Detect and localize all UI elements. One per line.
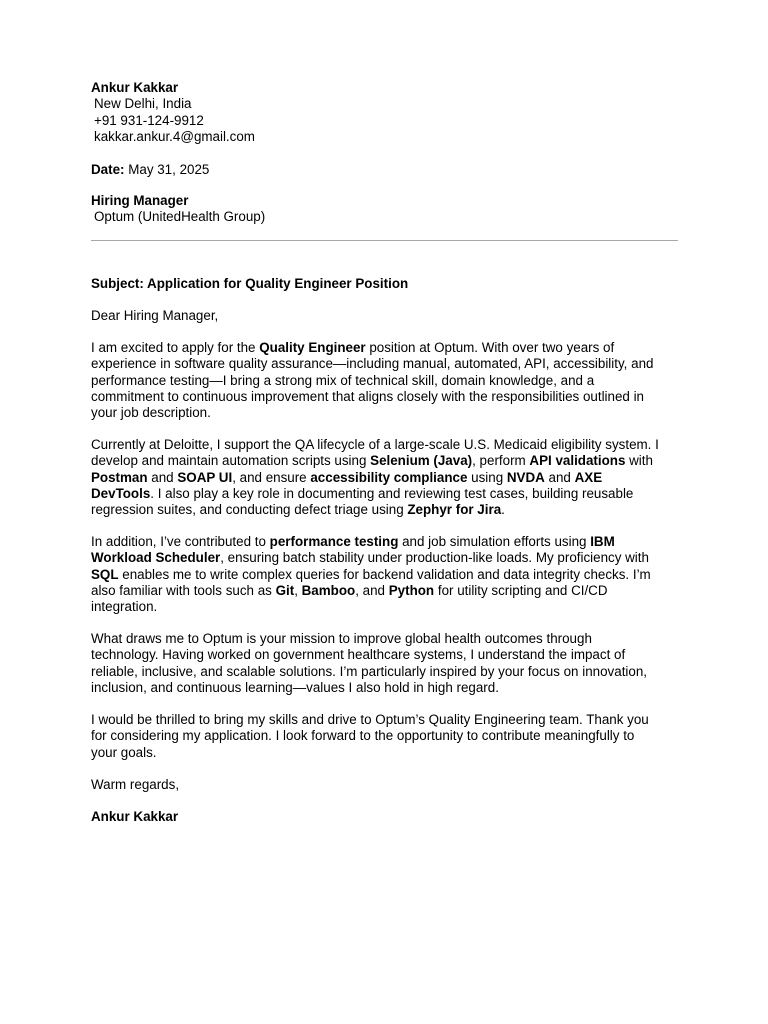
date-line — [91, 162, 681, 178]
p3-text: , — [294, 582, 302, 598]
salutation-text: Dear Hiring Manager, — [91, 308, 219, 323]
p2-skill: Selenium (Java) — [370, 453, 473, 469]
p3-skill: Bamboo — [301, 582, 356, 598]
p2-skill: NVDA — [506, 469, 545, 485]
signature — [91, 809, 681, 825]
p3-text: for utility scripting and CI/CD — [434, 582, 608, 598]
p2-text: Currently at Deloitte, I support the QA lifecycle of a large-scale U.S. Medicaid eligibility system. I — [91, 437, 659, 452]
p1-text: experience in software quality assurance—including manual, automated, API, accessibility, and — [91, 356, 654, 372]
p4-text: technology. Having worked on government healthcare systems, I understand the impact of — [91, 647, 626, 663]
p1-text: your job description. — [91, 405, 211, 421]
sender-location: New Delhi, India — [94, 96, 192, 112]
paragraph-4 — [91, 631, 681, 696]
p4-text: reliable, inclusive, and scalable solutions. I’m particularly inspired by your focus on innovation, — [91, 663, 647, 679]
p3-text: , ensuring batch stability under production-like loads. My proficiency with — [220, 550, 649, 566]
divider — [91, 240, 678, 241]
p2-text: using — [467, 469, 507, 485]
sender-block — [91, 80, 681, 145]
date-value: May 31, 2025 — [128, 162, 210, 177]
p5-text: for considering my application. I look forward to the opportunity to contribute meaningfully to — [91, 728, 635, 744]
date-label: Date: — [91, 162, 125, 177]
p5-text: your goals. — [91, 744, 157, 760]
p2-text: , and ensure — [232, 469, 311, 485]
p3-skill: Workload Scheduler — [91, 550, 221, 566]
closing — [91, 777, 681, 793]
p4-text: What draws me to Optum is your mission to improve global health outcomes through — [91, 631, 592, 646]
p3-text: , and — [355, 582, 389, 598]
p1-text: position at Optum. With over two years of — [365, 340, 615, 355]
p2-text: and — [147, 469, 178, 485]
p2-text: . I also play a key role in documenting and reviewing test cases, building reusable — [150, 485, 634, 501]
p2-text: , perform — [472, 453, 530, 469]
signature-name: Ankur Kakkar — [91, 809, 179, 824]
recipient-title: Hiring Manager — [91, 193, 189, 208]
p3-text: In addition, I’ve contributed to — [91, 534, 270, 549]
p3-skill: performance testing — [269, 534, 399, 549]
p2-skill: SOAP UI — [177, 469, 233, 485]
p1-text: performance testing—I bring a strong mix of technical skill, domain knowledge, and a — [91, 372, 595, 388]
recipient-company: Optum (UnitedHealth Group) — [94, 209, 266, 225]
subject-text: Subject: Application for Quality Engineer Position — [91, 276, 409, 291]
p2-skill: Postman — [91, 469, 148, 485]
p2-skill: Zephyr for Jira — [407, 502, 502, 518]
p1-text: I am excited to apply for the — [91, 340, 260, 355]
paragraph-3 — [91, 534, 681, 615]
p3-skill: Git — [275, 582, 295, 598]
closing-text: Warm regards, — [91, 777, 180, 792]
paragraph-2 — [91, 437, 681, 518]
p2-skill: DevTools — [91, 485, 151, 501]
p2-text: with — [625, 453, 653, 469]
p1-role: Quality Engineer — [259, 340, 366, 355]
p3-text: enables me to write complex queries for backend validation and data integrity checks. I’m — [118, 566, 651, 582]
p3-text: and job simulation efforts using — [398, 534, 591, 549]
salutation — [91, 308, 681, 324]
p2-skill: accessibility compliance — [310, 469, 468, 485]
sender-name: Ankur Kakkar — [91, 80, 179, 95]
paragraph-1 — [91, 340, 681, 421]
p2-text: and — [544, 469, 575, 485]
p3-text: also familiar with tools such as — [91, 582, 276, 598]
paragraph-5 — [91, 712, 681, 761]
p5-text: I would be thrilled to bring my skills and drive to Optum’s Quality Engineering team. Thank you — [91, 712, 649, 727]
p4-text: inclusion, and continuous learning—values I also hold in high regard. — [91, 679, 499, 695]
p1-text: commitment to continuous improvement that aligns closely with the responsibilities outlined in — [91, 388, 645, 404]
sender-phone: +91 931-124-9912 — [94, 112, 204, 128]
p3-text: integration. — [91, 599, 158, 615]
p2-skill: AXE — [574, 469, 603, 485]
sender-email: kakkar.ankur.4@gmail.com — [94, 128, 255, 144]
p2-text: . — [501, 502, 505, 518]
p3-skill: SQL — [91, 566, 119, 582]
subject-line — [91, 276, 681, 292]
p2-text: develop and maintain automation scripts using — [91, 453, 371, 469]
p3-skill: Python — [388, 582, 435, 598]
p2-skill: API validations — [529, 453, 626, 469]
p3-skill: IBM — [590, 534, 615, 549]
recipient-block — [91, 193, 681, 226]
p2-text: regression suites, and conducting defect triage using — [91, 502, 408, 518]
